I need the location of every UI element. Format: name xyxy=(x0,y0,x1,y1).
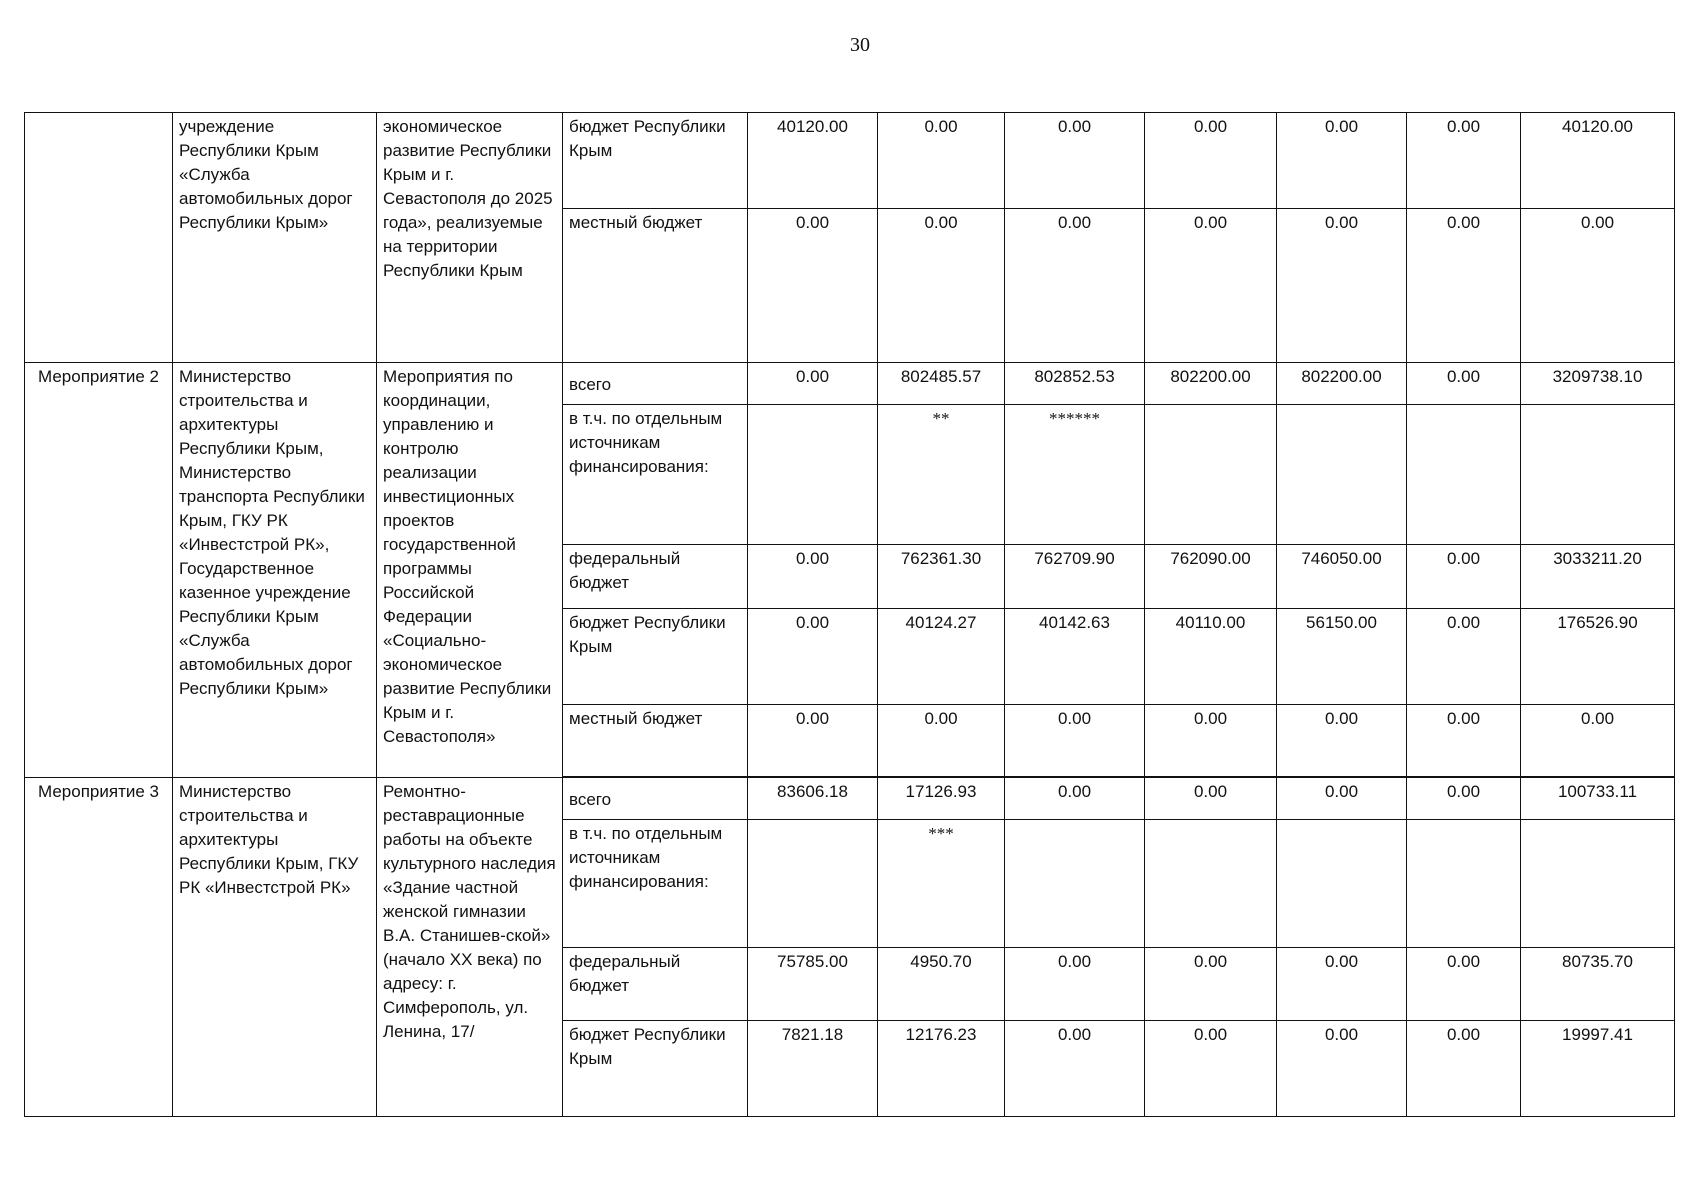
table-row xyxy=(25,778,1675,820)
value-cell xyxy=(1407,405,1521,545)
source-cell: бюджет Республики Крым xyxy=(563,113,748,209)
value-cell: 40142.63 xyxy=(1005,609,1145,705)
value-cell: 176526.90 xyxy=(1521,609,1675,705)
value-cell: 0.00 xyxy=(1277,209,1407,363)
value-cell: 0.00 xyxy=(748,705,878,777)
value-cell: 100733.11 xyxy=(1521,778,1675,820)
description-cell: Мероприятия по координации, управлению и контролю реализации инвестиционных проектов государственной программы Российской Федерации «Социально-экономическое развитие Республики Крым и г. Севастополя» xyxy=(377,363,563,778)
value-cell: 0.00 xyxy=(1005,948,1145,1021)
footnote-mark: ****** xyxy=(1049,409,1100,428)
value-cell: 0.00 xyxy=(1407,209,1521,363)
value-cell: 0.00 xyxy=(1407,705,1521,777)
source-cell: местный бюджет xyxy=(563,209,748,363)
value-cell: 0.00 xyxy=(1005,209,1145,363)
source-cell: бюджет Республики Крым xyxy=(563,609,748,705)
value-cell: 0.00 xyxy=(1145,1021,1277,1117)
item-cell xyxy=(25,113,173,363)
value-cell xyxy=(1145,820,1277,948)
description-cell: экономическое развитие Республики Крым и г. Севастополя до 2025 года», реализуемые на территории Республики Крым xyxy=(377,113,563,363)
source-cell: федеральный бюджет xyxy=(563,545,748,609)
value-cell: 0.00 xyxy=(1145,209,1277,363)
value-cell: 40124.27 xyxy=(878,609,1005,705)
value-cell: 0.00 xyxy=(1145,705,1277,777)
item-cell: Мероприятие 3 xyxy=(25,778,173,1117)
value-cell: 0.00 xyxy=(1407,778,1521,820)
value-cell: 0.00 xyxy=(1277,113,1407,209)
item-cell: Мероприятие 2 xyxy=(25,363,173,778)
value-cell: 83606.18 xyxy=(748,778,878,820)
value-cell: 40120.00 xyxy=(1521,113,1675,209)
value-cell: 0.00 xyxy=(878,705,1005,777)
value-cell: 40110.00 xyxy=(1145,609,1277,705)
value-cell: 3209738.10 xyxy=(1521,363,1675,405)
value-cell: 0.00 xyxy=(1407,1021,1521,1117)
value-cell: 0.00 xyxy=(1145,113,1277,209)
value-cell: 802200.00 xyxy=(1145,363,1277,405)
value-cell: 0.00 xyxy=(1407,948,1521,1021)
table-row xyxy=(25,113,1675,209)
value-cell: 762709.90 xyxy=(1005,545,1145,609)
value-cell: 4950.70 xyxy=(878,948,1005,1021)
executor-cell: Министерство строительства и архитектуры Республики Крым, ГКУ РК «Инвестстрой РК» xyxy=(173,778,377,1117)
source-cell: федеральный бюджет xyxy=(563,948,748,1021)
value-cell xyxy=(1005,820,1145,948)
value-cell: 802852.53 xyxy=(1005,363,1145,405)
value-cell: 0.00 xyxy=(748,609,878,705)
value-cell: 0.00 xyxy=(1407,363,1521,405)
value-cell: 17126.93 xyxy=(878,778,1005,820)
value-cell: 802485.57 xyxy=(878,363,1005,405)
value-cell: 762090.00 xyxy=(1145,545,1277,609)
description-cell: Ремонтно-реставрационные работы на объекте культурного наследия «Здание частной женской гимназии В.А. Станишев-ской» (начало XX века) по адресу: г. Симферополь, ул. Ленина, 17/ xyxy=(377,778,563,1117)
source-cell: бюджет Республики Крым xyxy=(563,1021,748,1117)
executor-cell: Министерство строительства и архитектуры Республики Крым, Министерство транспорта Республики Крым, ГКУ РК «Инвестстрой РК», Государственное казенное учреждение Республики Крым «Служба автомобильных дорог Республики Крым» xyxy=(173,363,377,778)
value-cell: 12176.23 xyxy=(878,1021,1005,1117)
value-cell: 0.00 xyxy=(1407,609,1521,705)
value-cell: 0.00 xyxy=(878,209,1005,363)
source-cell: всего xyxy=(563,363,748,405)
footnote-mark: ** xyxy=(932,409,950,428)
value-cell: 0.00 xyxy=(748,363,878,405)
value-cell: 40120.00 xyxy=(748,113,878,209)
value-cell xyxy=(878,405,1005,545)
value-cell: 80735.70 xyxy=(1521,948,1675,1021)
value-cell: 0.00 xyxy=(1277,778,1407,820)
value-cell xyxy=(748,405,878,545)
value-cell xyxy=(1145,405,1277,545)
value-cell: 0.00 xyxy=(1277,1021,1407,1117)
value-cell: 56150.00 xyxy=(1277,609,1407,705)
value-cell xyxy=(1407,820,1521,948)
value-cell: 0.00 xyxy=(1521,705,1675,777)
footnote-mark: *** xyxy=(928,824,954,843)
source-cell: в т.ч. по отдельным источникам финансирования: xyxy=(563,405,748,545)
value-cell: 0.00 xyxy=(1521,209,1675,363)
source-cell: всего xyxy=(563,778,748,820)
source-cell: в т.ч. по отдельным источникам финансирования: xyxy=(563,820,748,948)
value-cell: 75785.00 xyxy=(748,948,878,1021)
value-cell: 802200.00 xyxy=(1277,363,1407,405)
value-cell: 3033211.20 xyxy=(1521,545,1675,609)
source-cell: местный бюджет xyxy=(563,705,748,777)
value-cell: 0.00 xyxy=(748,209,878,363)
value-cell: 762361.30 xyxy=(878,545,1005,609)
value-cell: 0.00 xyxy=(1005,778,1145,820)
value-cell: 0.00 xyxy=(1145,778,1277,820)
value-cell: 0.00 xyxy=(1277,705,1407,777)
value-cell xyxy=(1521,405,1675,545)
value-cell: 0.00 xyxy=(1005,705,1145,777)
value-cell xyxy=(878,820,1005,948)
value-cell: 0.00 xyxy=(1407,545,1521,609)
value-cell: 0.00 xyxy=(1005,1021,1145,1117)
executor-cell: учреждение Республики Крым «Служба автомобильных дорог Республики Крым» xyxy=(173,113,377,363)
table-row xyxy=(25,363,1675,405)
value-cell: 19997.41 xyxy=(1521,1021,1675,1117)
value-cell: 0.00 xyxy=(878,113,1005,209)
value-cell: 7821.18 xyxy=(748,1021,878,1117)
budget-table xyxy=(24,112,1675,1117)
value-cell xyxy=(748,820,878,948)
value-cell: 0.00 xyxy=(1145,948,1277,1021)
value-cell: 0.00 xyxy=(748,545,878,609)
value-cell: 0.00 xyxy=(1407,113,1521,209)
value-cell xyxy=(1521,820,1675,948)
value-cell: 0.00 xyxy=(1277,948,1407,1021)
value-cell: 0.00 xyxy=(1005,113,1145,209)
value-cell: 746050.00 xyxy=(1277,545,1407,609)
value-cell xyxy=(1277,820,1407,948)
value-cell xyxy=(1277,405,1407,545)
value-cell xyxy=(1005,405,1145,545)
page-number: 30 xyxy=(850,34,870,56)
